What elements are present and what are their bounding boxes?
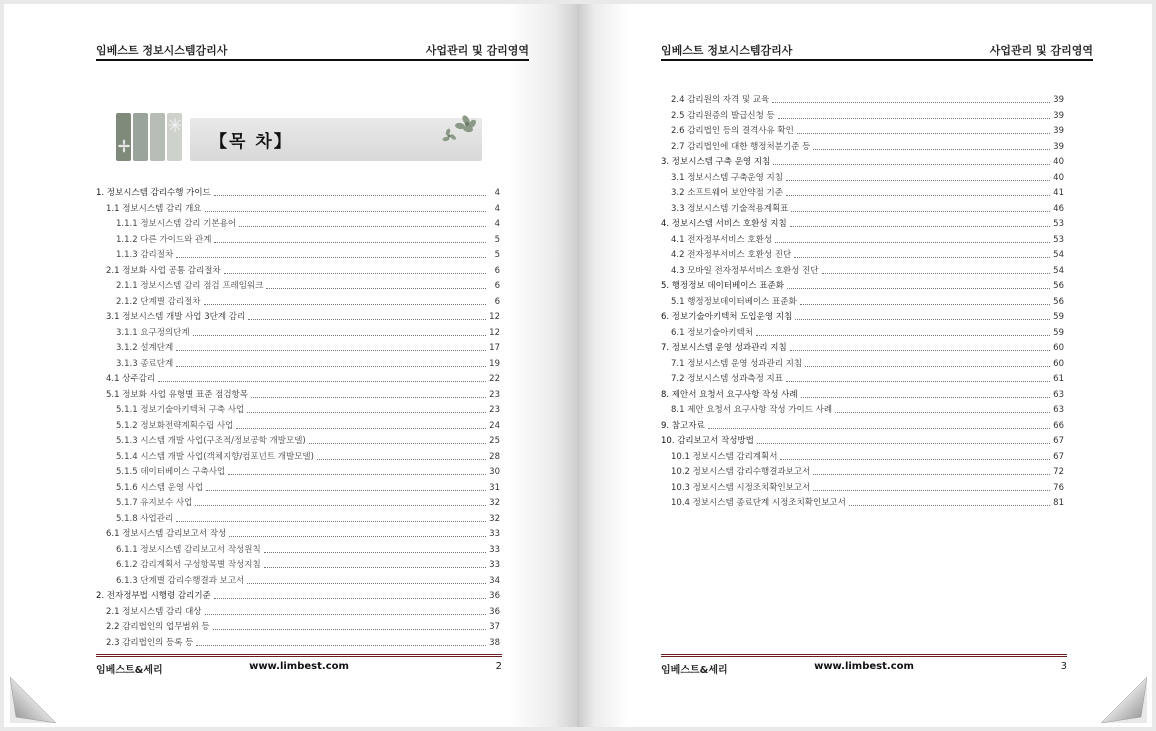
toc-entry-page: 40: [1053, 172, 1064, 183]
toc-entry[interactable]: [661, 355, 1064, 370]
toc-entry-title: 3.1 정보시스템 구축운영 지침: [671, 172, 783, 183]
toc-entry-title: 10.4 정보시스템 종료단계 시정조치확인보고서: [671, 498, 846, 508]
toc-entry-title: 2.3 감리법인의 등록 등: [106, 637, 194, 648]
toc-entry[interactable]: [96, 572, 500, 587]
toc-entry-title: 5.1 행정정보데이터베이스 표준화: [671, 296, 797, 307]
toc-entry-page: 4: [494, 219, 500, 229]
toc-entry-title: 3.1 정보시스템 개발 사업 3단계 감리: [106, 312, 246, 322]
toc-entry[interactable]: [96, 556, 500, 571]
toc-entry-page: 31: [489, 482, 500, 493]
toc-entry-page: 59: [1053, 312, 1064, 322]
toc-entry-title: 1.1.2 다른 가이드와 관계: [116, 234, 212, 245]
toc-entry-page: 33: [489, 560, 500, 570]
toc-entry-page: 56: [1053, 281, 1064, 291]
toc-entry-title: 4.1 상주감리: [106, 374, 156, 384]
toc-entry-page: 23: [489, 405, 500, 415]
toc-entry[interactable]: [96, 587, 500, 602]
toc-entry-title: 9. 참고자료: [661, 420, 705, 431]
toc-entry[interactable]: [96, 308, 500, 323]
toc-entry-title: 10.3 정보시스템 시정조치확인보고서: [671, 482, 811, 493]
toc-entry-title: 5.1.2 정보화전략계획수립 사업: [116, 420, 234, 431]
toc-entry-title: 10.1 정보시스템 감리계획서: [671, 451, 778, 462]
toc-leader-dots: [813, 149, 1050, 150]
toc-entry[interactable]: [661, 448, 1064, 463]
toc-leader-dots: [229, 536, 486, 537]
toc-entry-page: 28: [489, 451, 500, 462]
toc-entry-title: 6.1 정보시스템 감리보고서 작성: [106, 529, 227, 539]
toc-leader-dots: [835, 412, 1050, 413]
toc-entry-page: 60: [1053, 358, 1064, 369]
toc-entry-title: 6.1.2 감리계획서 구성항목별 작성지침: [116, 560, 261, 570]
footer-url[interactable]: www.limbest.com: [249, 661, 349, 672]
toc-entry-page: 12: [489, 312, 500, 322]
toc-entry[interactable]: [96, 324, 500, 339]
toc-entry-page: 39: [1053, 126, 1064, 136]
toc-entry-page: 39: [1053, 141, 1064, 152]
toc-leader-dots: [800, 304, 1050, 305]
toc-leader-dots: [757, 443, 1050, 444]
toc-entry[interactable]: [661, 277, 1064, 292]
toc-leader-dots: [228, 474, 486, 475]
toc-banner: [116, 113, 482, 161]
page-footer: [661, 661, 1067, 675]
toc-leader-dots: [176, 257, 486, 258]
toc-leader-dots: [176, 366, 486, 367]
toc-entry-page: 5: [494, 250, 500, 260]
toc-entry[interactable]: [661, 184, 1064, 199]
toc-entry[interactable]: [661, 262, 1064, 277]
toc-entry[interactable]: [96, 184, 500, 199]
page-number: 3: [1060, 661, 1067, 672]
toc-entry-page: 19: [489, 358, 500, 369]
toc-entry-title: 5.1.8 사업관리: [116, 513, 174, 524]
toc-entry-page: 61: [1053, 374, 1064, 384]
toc-entry[interactable]: [96, 386, 500, 401]
toc-entry-title: 2.2 감리법인의 업무범위 등: [106, 622, 210, 632]
toc-leader-dots: [264, 552, 486, 553]
toc-leader-dots: [176, 350, 486, 351]
footer-brand: 임베스트&세리: [96, 665, 163, 676]
toc-entry-title: 5.1.6 시스템 운영 사업: [116, 482, 204, 493]
toc-entry-page: 36: [489, 606, 500, 617]
toc-entry-page: 39: [1053, 110, 1064, 121]
toc-entry-title: 8. 제안서 요청서 요구사항 작성 사례: [661, 389, 798, 400]
toc-leader-dots: [264, 567, 486, 568]
toc-entry-title: 2. 전자정부법 시행령 감리기준: [96, 591, 211, 601]
toc-entry[interactable]: [96, 293, 500, 308]
header-right: 사업관리 및 감리영역: [989, 44, 1093, 57]
toc-entry-page: 39: [1053, 95, 1064, 105]
header-rule: [661, 59, 1093, 61]
toc-leader-dots: [193, 335, 486, 336]
toc-entry-title: 2.7 감리법인에 대한 행정처분기준 등: [671, 141, 811, 152]
toc-entry[interactable]: [661, 169, 1064, 184]
toc-leader-dots: [205, 614, 486, 615]
toc-entry-title: 5.1.7 유지보수 사업: [116, 498, 193, 508]
toc-entry[interactable]: [661, 479, 1064, 494]
toc-leader-dots: [224, 273, 486, 274]
toc-entry[interactable]: [96, 277, 500, 292]
toc-entry[interactable]: [661, 153, 1064, 168]
toc-entry-title: 2.1 정보화 사업 공통 감리절차: [106, 265, 221, 276]
toc-entry-page: 66: [1053, 420, 1064, 431]
toc-entry-page: 32: [489, 513, 500, 524]
toc-entry-title: 7.2 정보시스템 성과측정 지표: [671, 374, 783, 384]
toc-entry[interactable]: [661, 200, 1064, 215]
toc-entry-title: 5.1.4 시스템 개발 사업(객체지향/컴포넌트 개발모델): [116, 451, 314, 462]
toc-entry-title: 4.1 전자정부서비스 호환성: [671, 234, 773, 245]
toc-entry[interactable]: [96, 603, 500, 618]
toc-entry-page: 40: [1053, 157, 1064, 167]
toc-entry[interactable]: [661, 215, 1064, 230]
toc-entry[interactable]: [661, 324, 1064, 339]
toc-entry-title: 3.2 소프트웨어 보안약점 기준: [671, 188, 783, 198]
toc-entry-title: 10.2 정보시스템 감리수행결과보고서: [671, 467, 811, 477]
toc-leader-dots: [780, 459, 1050, 460]
banner-box: [190, 118, 482, 161]
header-left: 임베스트 정보시스템감리사: [661, 44, 793, 57]
toc-entry-title: 3.3 정보시스템 기술적용계획표: [671, 203, 789, 214]
toc-entry-page: 72: [1053, 467, 1064, 477]
toc-entry-page: 38: [489, 637, 500, 648]
toc-entry-page: 32: [489, 498, 500, 508]
toc-leader-dots: [239, 226, 486, 227]
toc-entry[interactable]: [661, 107, 1064, 122]
toc-entry-title: 5.1.3 시스템 개발 사업(구조적/정보공학 개발모델): [116, 436, 306, 446]
toc-entry-title: 2.1.2 단계별 감리절차: [116, 296, 201, 307]
toc-entry[interactable]: [661, 138, 1064, 153]
toc-entry-page: 76: [1053, 482, 1064, 493]
toc-entry-page: 33: [489, 529, 500, 539]
toc-entry[interactable]: [661, 401, 1064, 416]
toc-leader-dots: [158, 381, 486, 382]
toc-entry[interactable]: [661, 308, 1064, 323]
toc-leader-dots: [775, 242, 1050, 243]
toc-entry-title: 6. 정보기술아키텍처 도입운영 지침: [661, 312, 793, 322]
toc-entry[interactable]: [96, 355, 500, 370]
footer-brand: 임베스트&세리: [661, 665, 728, 676]
toc-entry-title: 4. 정보시스템 서비스 호환성 지침: [661, 219, 787, 229]
toc-entry-page: 25: [489, 436, 500, 446]
toc-leader-dots: [236, 428, 486, 429]
toc-leader-dots: [204, 304, 486, 305]
toc-leader-dots: [309, 443, 486, 444]
toc-leader-dots: [756, 335, 1050, 336]
toc-leader-dots: [786, 195, 1050, 196]
toc-entry-page: 81: [1053, 498, 1064, 508]
toc-entry-title: 3.1.1 요구정의단계: [116, 327, 190, 338]
toc-entry[interactable]: [661, 370, 1064, 385]
toc-entry[interactable]: [661, 417, 1064, 432]
toc-entry[interactable]: [96, 463, 500, 478]
toc-entry-title: 5.1.1 정보기술아키텍처 구축 사업: [116, 405, 245, 415]
toc-entry-title: 5.1.5 데이터베이스 구축사업: [116, 467, 226, 477]
toc-leader-dots: [786, 381, 1050, 382]
toc-entry-page: 6: [494, 265, 500, 276]
toc-entry[interactable]: [96, 494, 500, 509]
toc-leader-dots: [797, 133, 1050, 134]
toc-leader-dots: [794, 257, 1050, 258]
toc-leader-dots: [214, 195, 486, 196]
page-number: 2: [495, 661, 502, 672]
banner-strips: [116, 113, 186, 161]
toc-leader-dots: [773, 164, 1050, 165]
footer-url[interactable]: www.limbest.com: [814, 661, 914, 672]
toc-entry[interactable]: [661, 339, 1064, 354]
toc-entry-title: 7. 정보시스템 운영 성과관리 지침: [661, 343, 787, 353]
toc-entry[interactable]: [96, 200, 500, 215]
toc-leader-dots: [247, 583, 486, 584]
toc-entry-page: 54: [1053, 250, 1064, 260]
toc-entry-page: 34: [489, 575, 500, 586]
toc-leader-dots: [813, 474, 1050, 475]
toc-entry-title: 4.3 모바일 전자정부서비스 호환성 진단: [671, 265, 819, 276]
toc-entry[interactable]: [96, 525, 500, 540]
toc-entry-title: 2.4 감리원의 자격 및 교육: [671, 95, 770, 105]
toc-leader-dots: [248, 319, 486, 320]
toc-leader-dots: [213, 629, 486, 630]
toc-entry-page: 60: [1053, 343, 1064, 353]
toc-leader-dots: [195, 505, 486, 506]
flower-ornament-icon: [438, 112, 478, 146]
toc-entry-page: 41: [1053, 188, 1064, 198]
toc-entry-page: 33: [489, 544, 500, 555]
toc-leader-dots: [795, 319, 1050, 320]
footer-rule: [661, 654, 1067, 657]
toc-leader-dots: [772, 102, 1050, 103]
toc-entry[interactable]: [661, 231, 1064, 246]
page-curl-next-icon[interactable]: [1101, 677, 1147, 723]
toc-entry[interactable]: [661, 91, 1064, 106]
toc-entry-title: 2.6 감리법인 등의 결격사유 확인: [671, 126, 794, 136]
page-footer: [96, 661, 502, 675]
toc-leader-dots: [206, 490, 486, 491]
toc-entry-title: 1. 정보시스템 감리수행 가이드: [96, 188, 211, 198]
toc-entry-title: 2.5 감리원증의 발급신청 등: [671, 110, 775, 121]
toc-entry-page: 6: [494, 296, 500, 307]
toc-entry-title: 5.1 정보화 사업 유형별 표준 점검항목: [106, 389, 248, 400]
toc-leader-dots: [196, 645, 486, 646]
toc-leader-dots: [778, 118, 1050, 119]
toc-entry-page: 63: [1053, 389, 1064, 400]
toc-entry-page: 23: [489, 389, 500, 400]
toc-entry-title: 6.1.1 정보시스템 감리보고서 작성원칙: [116, 544, 261, 555]
toc-entry-title: 7.1 정보시스템 운영 성과관리 지침: [671, 358, 803, 369]
toc-leader-dots: [787, 288, 1050, 289]
toc-leader-dots: [214, 242, 486, 243]
toc-leader-dots: [813, 490, 1050, 491]
toc-leader-dots: [849, 505, 1050, 506]
header-rule: [96, 59, 529, 61]
header-left: 임베스트 정보시스템감리사: [96, 44, 228, 57]
toc-entry[interactable]: [661, 432, 1064, 447]
toc-entry-page: 4: [494, 188, 500, 198]
toc-entry[interactable]: [661, 463, 1064, 478]
toc-entry-page: 67: [1053, 451, 1064, 462]
toc-entry[interactable]: [661, 246, 1064, 261]
toc-entry-title: 6.1.3 단계별 감리수행결과 보고서: [116, 575, 245, 586]
toc-entry-title: 3.1.2 설계단계: [116, 343, 174, 353]
toc-entry-page: 36: [489, 591, 500, 601]
toc-entry-page: 17: [489, 343, 500, 353]
toc-entry-title: 4.2 전자정부서비스 호환성 진단: [671, 250, 792, 260]
toc-entry-page: 53: [1053, 234, 1064, 245]
toc-entry-title: 1.1.3 감리절차: [116, 250, 174, 260]
toc-title: 【목 차】: [210, 132, 293, 152]
toc-entry-page: 63: [1053, 405, 1064, 415]
toc-entry[interactable]: [661, 494, 1064, 509]
toc-entry-page: 56: [1053, 296, 1064, 307]
header-right: 사업관리 및 감리영역: [425, 44, 529, 57]
toc-entry-page: 24: [489, 420, 500, 431]
toc-entry-page: 53: [1053, 219, 1064, 229]
toc-entry-title: 10. 감리보고서 작성방법: [661, 436, 754, 446]
toc-entry[interactable]: [96, 432, 500, 447]
toc-entry[interactable]: [96, 417, 500, 432]
book-spread: [4, 4, 1152, 727]
toc-entry-page: 46: [1053, 203, 1064, 214]
toc-entry-page: 30: [489, 467, 500, 477]
toc-entry[interactable]: [661, 122, 1064, 137]
right-page: [577, 4, 1152, 727]
toc-entry[interactable]: [96, 479, 500, 494]
toc-leader-dots: [176, 521, 486, 522]
toc-entry[interactable]: [96, 448, 500, 463]
toc-entry[interactable]: [96, 339, 500, 354]
toc-entry[interactable]: [96, 510, 500, 525]
toc-leader-dots: [205, 211, 486, 212]
toc-leader-dots: [791, 211, 1050, 212]
toc-leader-dots: [247, 412, 486, 413]
toc-entry[interactable]: [96, 215, 500, 230]
toc-entry-page: 54: [1053, 265, 1064, 276]
toc-entry[interactable]: [96, 246, 500, 261]
toc-leader-dots: [251, 397, 486, 398]
toc-entry-title: 3.1.3 종료단계: [116, 358, 174, 369]
toc-entry[interactable]: [96, 231, 500, 246]
toc-leader-dots: [790, 226, 1050, 227]
toc-leader-dots: [805, 366, 1050, 367]
page-header: [661, 42, 1093, 58]
toc-entry-page: 6: [494, 281, 500, 291]
toc-entry-page: 67: [1053, 436, 1064, 446]
page-curl-prev-icon[interactable]: [10, 677, 56, 723]
toc-leader-dots: [822, 273, 1051, 274]
toc-entry[interactable]: [96, 618, 500, 633]
toc-entry-page: 5: [494, 234, 500, 245]
toc-entry[interactable]: [661, 293, 1064, 308]
toc-leader-dots: [708, 428, 1050, 429]
toc-entry[interactable]: [96, 370, 500, 385]
toc-leader-dots: [214, 598, 486, 599]
toc-entry-page: 4: [494, 203, 500, 214]
toc-entry[interactable]: [661, 386, 1064, 401]
toc-entry-title: 5. 행정정보 데이터베이스 표준화: [661, 281, 784, 291]
toc-leader-dots: [317, 459, 486, 460]
toc-entry[interactable]: [96, 541, 500, 556]
toc-entry-page: 12: [489, 327, 500, 338]
footer-rule: [96, 654, 502, 657]
toc-entry[interactable]: [96, 401, 500, 416]
toc-entry-title: 8.1 제안 요청서 요구사항 작성 가이드 사례: [671, 405, 833, 415]
toc-entry[interactable]: [96, 634, 500, 649]
toc-leader-dots: [790, 350, 1050, 351]
toc-leader-dots: [266, 288, 486, 289]
toc-entry-title: 2.1 정보시스템 감리 대상: [106, 606, 202, 617]
toc-entry[interactable]: [96, 262, 500, 277]
toc-entry-page: 22: [489, 374, 500, 384]
toc-entry-title: 6.1 정보기술아키텍처: [671, 327, 753, 338]
page-header: [96, 42, 529, 58]
toc-entry-title: 3. 정보시스템 구축 운영 지침: [661, 157, 771, 167]
toc-entry-title: 1.1 정보시스템 감리 개요: [106, 203, 202, 214]
toc-entry-page: 37: [489, 622, 500, 632]
toc-leader-dots: [786, 180, 1050, 181]
toc-entry-page: 59: [1053, 327, 1064, 338]
left-page: [4, 4, 577, 727]
toc-leader-dots: [801, 397, 1050, 398]
toc-entry-title: 2.1.1 정보시스템 감리 점검 프레임워크: [116, 281, 264, 291]
toc-entry-title: 1.1.1 정보시스템 감리 기본용어: [116, 219, 237, 229]
